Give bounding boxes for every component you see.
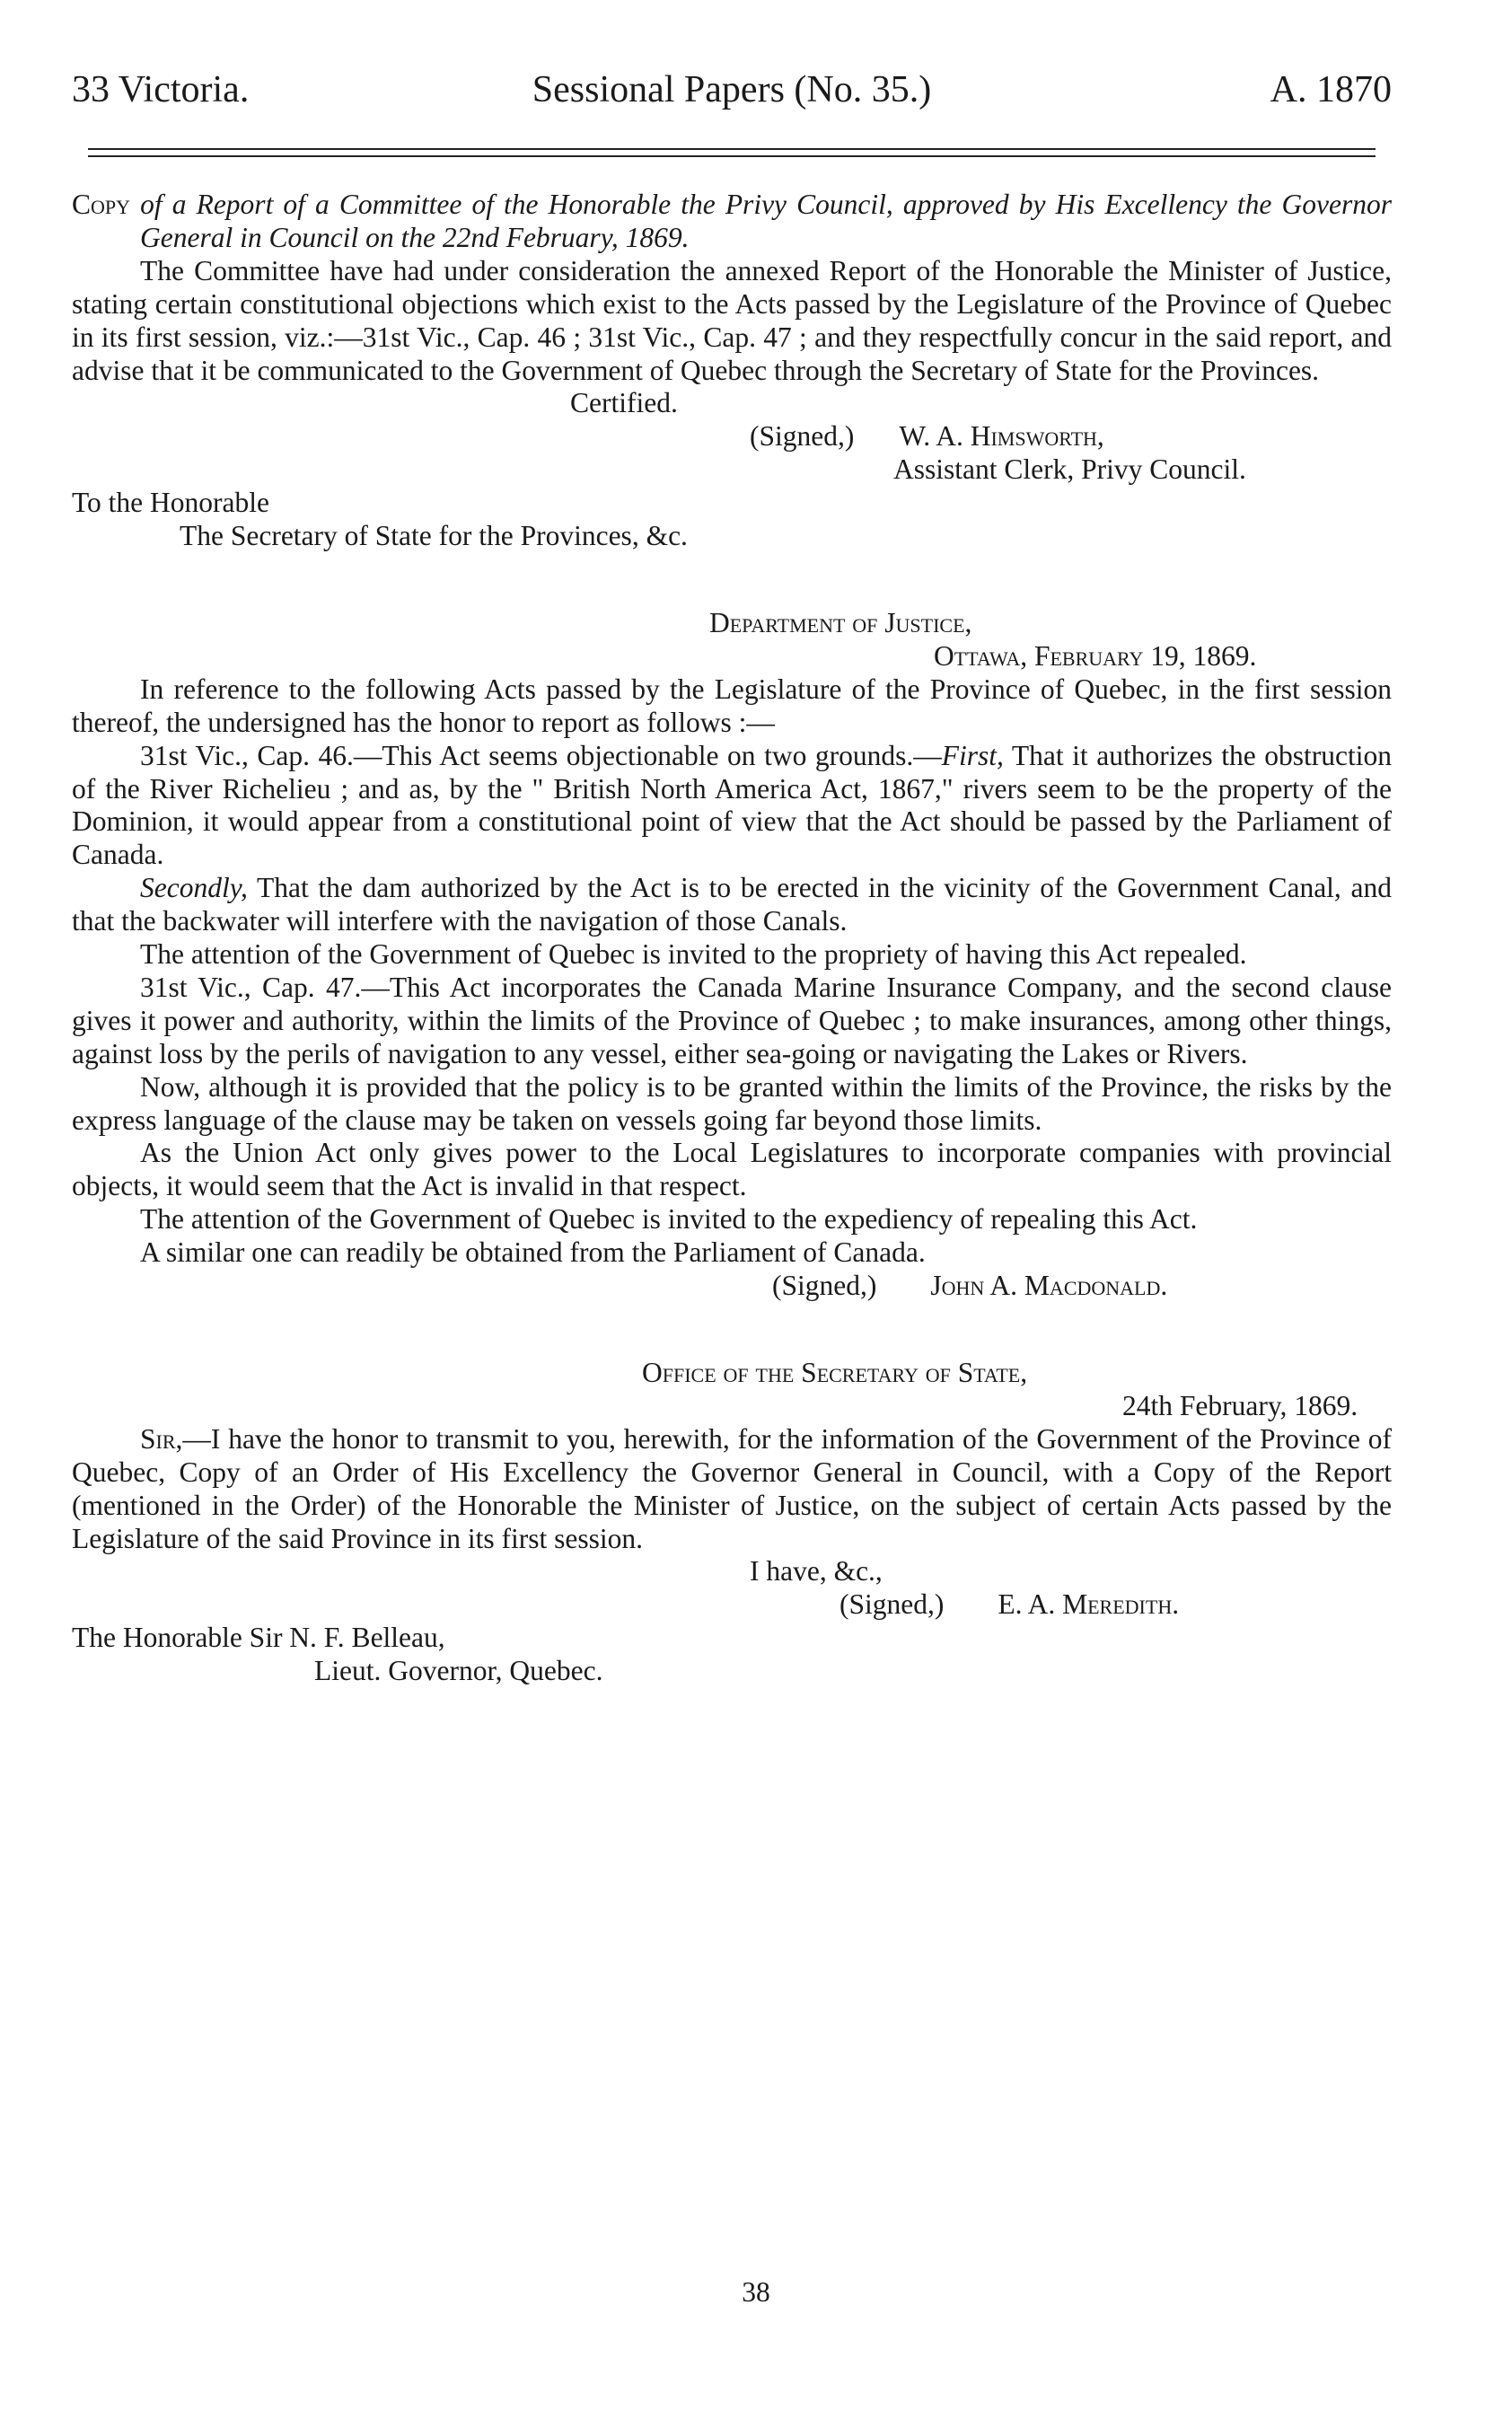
signatory-name: W. A. Himsworth,: [899, 420, 1104, 453]
signatory-name: John A. Macdonald.: [930, 1270, 1168, 1302]
address-line: The Honorable Sir N. F. Belleau,: [72, 1622, 445, 1654]
address-line: To the Honorable: [72, 487, 269, 519]
first-label: First,: [941, 739, 1004, 771]
cap46-lead: 31st Vic., Cap. 46.—This Act seems objectionable on two grounds.—: [140, 739, 942, 771]
document-body: [72, 189, 1392, 1688]
signature-macdonald: [72, 1270, 1392, 1303]
section-gap: [72, 553, 1392, 607]
signatory-title: Assistant Clerk, Privy Council.: [893, 453, 1246, 486]
header-rule: [88, 148, 1376, 150]
department-heading: Department of Justice,: [709, 606, 972, 638]
copy-lead: Copy: [72, 189, 131, 220]
place-date: Ottawa, February 19, 1869.: [934, 639, 1257, 672]
section-gap: [72, 1303, 1392, 1357]
justice-paragraph: The attention of the Government of Quebec is invited to the propriety of having this Act repealed.: [140, 938, 1247, 971]
signed-label: (Signed,): [750, 420, 855, 453]
header-rule-second: [88, 155, 1376, 157]
justice-paragraph: [72, 740, 1392, 873]
header-left: 33 Victoria.: [72, 69, 250, 110]
copy-intro-text: of a Report of a Committee of the Honorable the Privy Council, approved by His Excellency the Governor General in Council on the 22nd February, 1869.: [130, 189, 1392, 253]
secondly-label: Secondly,: [140, 872, 248, 904]
signed-label: (Signed,): [772, 1270, 877, 1302]
justice-paragraph: The attention of the Government of Quebec is invited to the expediency of repealing this Act.: [140, 1203, 1198, 1236]
committee-paragraph: The Committee have had under consideration the annexed Report of the Honorable the Minister of Justice, stating certain constitutional objections which exist to the Acts passed by the Legislature of the Province of Quebec in its first session, viz.:—31st Vic., Cap. 46 ; 31st Vic., Cap. 47 ; and they respectfully concur in the said report, and advise that it be communicated to the Government of Quebec through the Secretary of State for the Provinces.: [72, 254, 1392, 386]
signed-label: (Signed,): [840, 1588, 945, 1621]
header-center: Sessional Papers (No. 35.): [532, 69, 932, 110]
signature-himsworth: [72, 420, 1392, 453]
cap46-text: That it authorizes the obstruction of the River Richelieu ; and as, by the " British North America Act, 1867," rivers seem to be the property of the Dominion, it would appear from a constitutional point of view that the Act should be passed by the Parliament of Canada.: [72, 739, 1392, 871]
certified-label: Certified.: [570, 387, 678, 419]
page-number: 38: [742, 2276, 770, 2308]
signatory-name: E. A. Meredith.: [998, 1588, 1180, 1621]
running-header: [72, 63, 1392, 135]
office-heading: Office of the Secretary of State,: [642, 1357, 1028, 1388]
salutation: Sir,: [140, 1422, 183, 1455]
address-line: Lieut. Governor, Quebec.: [314, 1655, 603, 1687]
letter-date: 24th February, 1869.: [1122, 1389, 1358, 1421]
justice-paragraph: A similar one can readily be obtained from the Parliament of Canada.: [140, 1236, 926, 1269]
justice-paragraph: 31st Vic., Cap. 47.—This Act incorporates the Canada Marine Insurance Company, and the second clause gives it power and authority, within the limits of the Province of Quebec ; to make insurances, among other things, against loss by the perils of navigation to any vessel, either sea-going or navigating the Lakes or Rivers.: [72, 971, 1392, 1069]
letter-text: —I have the honor to transmit to you, herewith, for the information of the Government of the Province of Quebec, Copy of an Order of His Excellency the Governor General in Council, with a Copy of the Report (mentioned in the Order) of the Honorable the Minister of Justice, on the subject of certain Acts passed by the Legislature of the said Province in its first session.: [72, 1422, 1392, 1554]
document-page: [72, 63, 1392, 1687]
letter-closing: I have, &c.,: [750, 1555, 883, 1588]
justice-paragraph: As the Union Act only gives power to the Local Legislatures to incorporate companies with provincial objects, it would seem that the Act is invalid in that respect.: [72, 1137, 1392, 1202]
address-line: The Secretary of State for the Provinces, &c.: [180, 520, 688, 552]
signature-meredith: [72, 1588, 1392, 1622]
justice-paragraph: Now, although it is provided that the policy is to be granted within the limits of the Province, the risks by the express language of the clause may be taken on vessels going far beyond those limits.: [72, 1070, 1392, 1136]
letter-paragraph: [72, 1423, 1392, 1556]
copy-intro: [72, 189, 1392, 255]
secondly-text: That the dam authorized by the Act is to be erected in the vicinity of the Government Canal, and that the backwater will interfere with the navigation of those Canals.: [72, 872, 1392, 937]
justice-paragraph: In reference to the following Acts passed by the Legislature of the Province of Quebec, in the first session thereof, the undersigned has the honor to report as follows :—: [72, 673, 1392, 738]
justice-paragraph: [72, 872, 1392, 938]
header-right: A. 1870: [1270, 69, 1392, 110]
